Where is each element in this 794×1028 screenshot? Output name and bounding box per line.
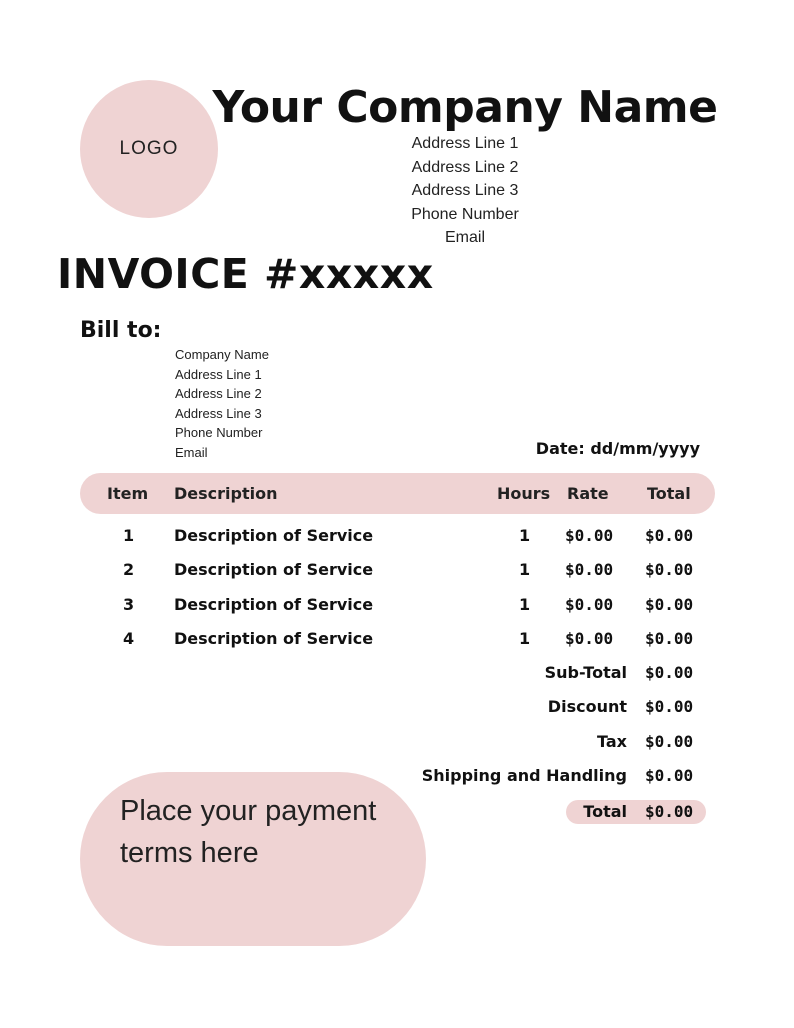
company-logo xyxy=(80,80,218,218)
bill-to-address-line-1: Address Line 1 xyxy=(175,366,262,382)
row-rate: $0.00 xyxy=(565,595,614,614)
row-total: $0.00 xyxy=(645,526,694,545)
row-total: $0.00 xyxy=(645,560,694,579)
bill-to-email: Email xyxy=(175,444,208,460)
shipping-label: Shipping and Handling xyxy=(421,766,627,785)
row-rate: $0.00 xyxy=(565,526,614,545)
table-header xyxy=(80,473,715,514)
company-email: Email xyxy=(444,229,485,246)
row-item: 1 xyxy=(123,526,135,545)
company-address-line-2: Address Line 2 xyxy=(411,158,519,176)
row-hours: 1 xyxy=(519,595,531,614)
company-address-line-1: Address Line 1 xyxy=(411,135,519,152)
company-address-block xyxy=(365,132,565,250)
header-description: Description xyxy=(174,484,278,503)
row-description: Description of Service xyxy=(174,560,374,579)
row-rate: $0.00 xyxy=(565,629,614,648)
bill-to-label: Bill to: xyxy=(80,318,162,343)
discount-label: Discount xyxy=(547,697,627,716)
invoice-date: Date: dd/mm/yyyy xyxy=(535,439,700,458)
row-description: Description of Service xyxy=(174,629,374,648)
row-total: $0.00 xyxy=(645,595,694,614)
header-item: Item xyxy=(107,484,149,503)
row-item: 2 xyxy=(123,560,135,579)
row-item: 4 xyxy=(123,629,135,648)
header-rate: Rate xyxy=(567,484,609,503)
table-row xyxy=(80,519,715,553)
discount-value: $0.00 xyxy=(645,697,694,716)
row-description: Description of Service xyxy=(174,595,374,614)
company-address-line-3: Address Line 3 xyxy=(411,182,519,199)
row-hours: 1 xyxy=(519,629,531,648)
row-description: Description of Service xyxy=(174,526,374,545)
table-row xyxy=(80,622,715,656)
table-row xyxy=(80,588,715,622)
row-hours: 1 xyxy=(519,560,531,579)
header-total: Total xyxy=(647,484,691,503)
subtotal-label: Sub-Total xyxy=(544,663,627,682)
tax-value: $0.00 xyxy=(645,732,694,751)
subtotal-value: $0.00 xyxy=(645,663,694,682)
row-hours: 1 xyxy=(519,526,531,545)
total-label: Total xyxy=(583,802,627,821)
company-phone: Phone Number xyxy=(411,205,519,223)
row-rate: $0.00 xyxy=(565,560,614,579)
shipping-value: $0.00 xyxy=(645,766,694,785)
bill-to-company: Company Name xyxy=(175,347,269,362)
header-hours: Hours xyxy=(497,484,551,503)
tax-label: Tax xyxy=(597,732,627,751)
payment-terms-text: Place your payment terms here xyxy=(120,795,377,869)
bill-to-block xyxy=(175,345,269,463)
row-total: $0.00 xyxy=(645,629,694,648)
logo-text: LOGO xyxy=(119,138,179,159)
row-item: 3 xyxy=(123,595,135,614)
invoice-title: INVOICE #xxxxx xyxy=(57,250,434,298)
bill-to-phone: Phone Number xyxy=(175,425,263,441)
table-row xyxy=(80,553,715,587)
company-name: Your Company Name xyxy=(212,82,718,133)
payment-terms-box xyxy=(80,772,426,946)
total-value: $0.00 xyxy=(645,802,694,821)
bill-to-address-line-3: Address Line 3 xyxy=(175,405,262,421)
bill-to-address-line-2: Address Line 2 xyxy=(175,386,262,402)
